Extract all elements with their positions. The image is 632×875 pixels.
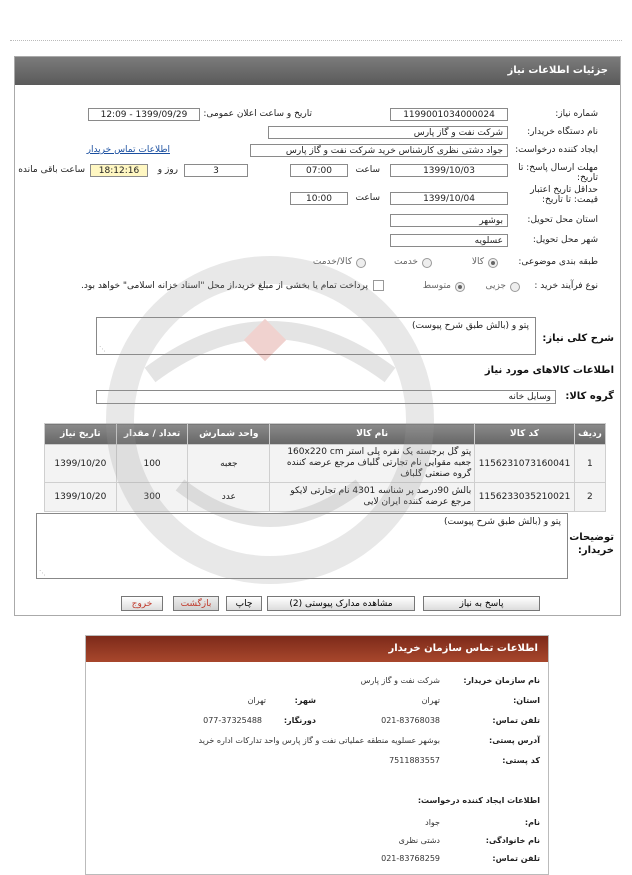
name-value: جواد xyxy=(425,818,440,827)
col-index: ردیف xyxy=(574,424,605,445)
address-label: آدرس پستی: xyxy=(489,736,540,745)
postal-label: کد پستی: xyxy=(502,756,540,765)
validity-date-field[interactable]: 1399/10/04 xyxy=(390,192,508,205)
days-label: روز و xyxy=(157,165,178,175)
row-code: 1156233035210021 xyxy=(475,483,575,512)
exit-button[interactable]: خروج xyxy=(121,596,163,611)
panel-title: جزئیات اطلاعات نیاز xyxy=(15,57,620,85)
process-radio-minor[interactable] xyxy=(510,282,520,292)
resize-grip-icon[interactable]: ⋰ xyxy=(99,345,106,353)
table-row[interactable] xyxy=(45,483,606,512)
reply-deadline-label: مهلت ارسال پاسخ: تا تاریخ: xyxy=(518,163,598,183)
announce-label: تاریخ و ساعت اعلان عمومی: xyxy=(203,109,312,119)
row-date: 1399/10/20 xyxy=(45,445,117,483)
city-contact-label: شهر: xyxy=(294,696,316,705)
buyer-label: نام دستگاه خریدار: xyxy=(527,127,598,137)
reply-button[interactable]: پاسخ به نیاز xyxy=(423,596,540,611)
province-field[interactable]: بوشهر xyxy=(390,214,508,227)
contact-panel-title: اطلاعات تماس سازمان خریدار xyxy=(86,636,548,662)
items-table xyxy=(44,423,606,512)
category-option-both: کالا/خدمت xyxy=(312,257,352,267)
treasury-checkbox[interactable] xyxy=(373,280,384,291)
category-option-service: خدمت xyxy=(394,257,418,267)
city-field[interactable]: عسلویه xyxy=(390,234,508,247)
row-qty: 100 xyxy=(116,445,188,483)
validity-time-label: ساعت xyxy=(355,193,380,203)
col-unit: واحد شمارش xyxy=(188,424,270,445)
creator-label: ایجاد کننده درخواست: xyxy=(515,145,598,155)
fax-label: دورنگار: xyxy=(283,716,316,725)
general-desc-text: پتو و (بالش طبق شرح پیوست) xyxy=(412,321,529,331)
province-contact-label: استان: xyxy=(513,696,540,705)
goods-group-label: گروه کالا: xyxy=(565,391,614,402)
postal-value: 7511883557 xyxy=(389,756,440,765)
validity-label: حداقل تاریخ اعتبار قیمت: تا تاریخ: xyxy=(530,185,598,205)
buyer-contact-panel xyxy=(85,635,549,875)
general-desc-textarea[interactable] xyxy=(96,317,536,355)
need-number-field[interactable]: 1199001034000024 xyxy=(390,108,508,121)
creator-phone-label: تلفن تماس: xyxy=(492,854,540,863)
reply-date-field[interactable]: 1399/10/03 xyxy=(390,164,508,177)
goods-info-title: اطلاعات کالاهای مورد نیاز xyxy=(484,365,614,376)
province-contact-value: تهران xyxy=(421,696,440,705)
row-code: 1156231073160041 xyxy=(475,445,575,483)
category-radio-service[interactable] xyxy=(422,258,432,268)
row-name: پتو گل برجسته یک نفره پلی استر 160x220 cm جعبه مقوایی نام تجارتی گلباف مرجع عرضه کننده گروه صنعتی گلباف xyxy=(270,445,475,483)
org-value: شرکت نفت و گاز پارس xyxy=(360,676,440,685)
treasury-payment-text: پرداخت تمام یا بخشی از مبلغ خرید،از محل "اسناد خزانه اسلامی" خواهد بود. xyxy=(80,281,368,291)
attachments-button[interactable]: مشاهده مدارک پیوستی (2) xyxy=(267,596,415,611)
buyer-notes-textarea[interactable] xyxy=(36,513,568,579)
top-divider xyxy=(10,40,622,43)
creator-phone-value: 021-83768259 xyxy=(381,854,440,863)
process-option-medium: متوسط xyxy=(422,281,451,291)
family-label: نام خانوادگی: xyxy=(485,836,540,845)
need-details-panel xyxy=(14,56,621,616)
remaining-time-field: 18:12:16 xyxy=(90,164,148,177)
buyer-notes-label: توضیحات خریدار: xyxy=(569,532,614,556)
row-unit: جعبه xyxy=(188,445,270,483)
phone-label: تلفن تماس: xyxy=(492,716,540,725)
need-number-label: شماره نیاز: xyxy=(555,109,598,119)
row-name: بالش 90درصد پر شناسه 4301 نام تجارتی لایکو مرجع عرضه کننده ایران لایی xyxy=(270,483,475,512)
general-desc-label: شرح کلی نیاز: xyxy=(542,333,614,344)
resize-grip-icon[interactable]: ⋰ xyxy=(39,569,46,577)
col-code: کد کالا xyxy=(475,424,575,445)
goods-group-field[interactable]: وسایل خانه xyxy=(96,390,556,404)
col-name: نام کالا xyxy=(270,424,475,445)
validity-time-field[interactable]: 10:00 xyxy=(290,192,348,205)
family-value: دشتی نظری xyxy=(398,836,440,845)
row-unit: عدد xyxy=(188,483,270,512)
process-radio-medium[interactable] xyxy=(455,282,465,292)
row-index: 2 xyxy=(574,483,605,512)
reply-time-label: ساعت xyxy=(355,165,380,175)
col-qty: تعداد / مقدار xyxy=(116,424,188,445)
row-date: 1399/10/20 xyxy=(45,483,117,512)
reply-time-field[interactable]: 07:00 xyxy=(290,164,348,177)
process-label: نوع فرآیند خرید : xyxy=(534,281,598,291)
days-field[interactable]: 3 xyxy=(184,164,248,177)
province-label: استان محل تحویل: xyxy=(527,215,598,225)
fax-value: 077-37325488 xyxy=(203,716,262,725)
creator-info-title: اطلاعات ایجاد کننده درخواست: xyxy=(417,796,540,805)
address-value: بوشهر عسلویه منطقه عملیاتی نفت و گاز پارس واحد تدارکات اداره خرید xyxy=(198,736,440,745)
table-row[interactable] xyxy=(45,445,606,483)
row-qty: 300 xyxy=(116,483,188,512)
category-radio-goods[interactable] xyxy=(488,258,498,268)
category-option-goods: کالا xyxy=(471,257,484,267)
print-button[interactable]: چاپ xyxy=(226,596,262,611)
category-radio-both[interactable] xyxy=(356,258,366,268)
category-label: طبقه بندی موضوعی: xyxy=(518,257,598,267)
items-table-header xyxy=(45,424,606,445)
back-button[interactable]: بازگشت xyxy=(173,596,219,611)
announce-field[interactable]: 1399/09/29 - 12:09 xyxy=(88,108,200,121)
buyer-field[interactable]: شرکت نفت و گاز پارس xyxy=(268,126,508,139)
city-contact-value: تهران xyxy=(247,696,266,705)
city-label: شهر محل تحویل: xyxy=(532,235,598,245)
name-label: نام: xyxy=(524,818,540,827)
buyer-contact-link[interactable]: اطلاعات تماس خریدار xyxy=(86,145,170,155)
process-option-minor: جزیی xyxy=(485,281,506,291)
remaining-label: ساعت باقی مانده xyxy=(18,165,85,175)
phone-value: 021-83768038 xyxy=(381,716,440,725)
buyer-notes-text: پتو و (بالش طبق شرح پیوست) xyxy=(444,517,561,527)
row-index: 1 xyxy=(574,445,605,483)
col-date: تاریخ نیاز xyxy=(45,424,117,445)
org-label: نام سازمان خریدار: xyxy=(463,676,540,685)
creator-field[interactable]: جواد دشتی نظری کارشناس خرید شرکت نفت و گاز پارس xyxy=(250,144,508,157)
